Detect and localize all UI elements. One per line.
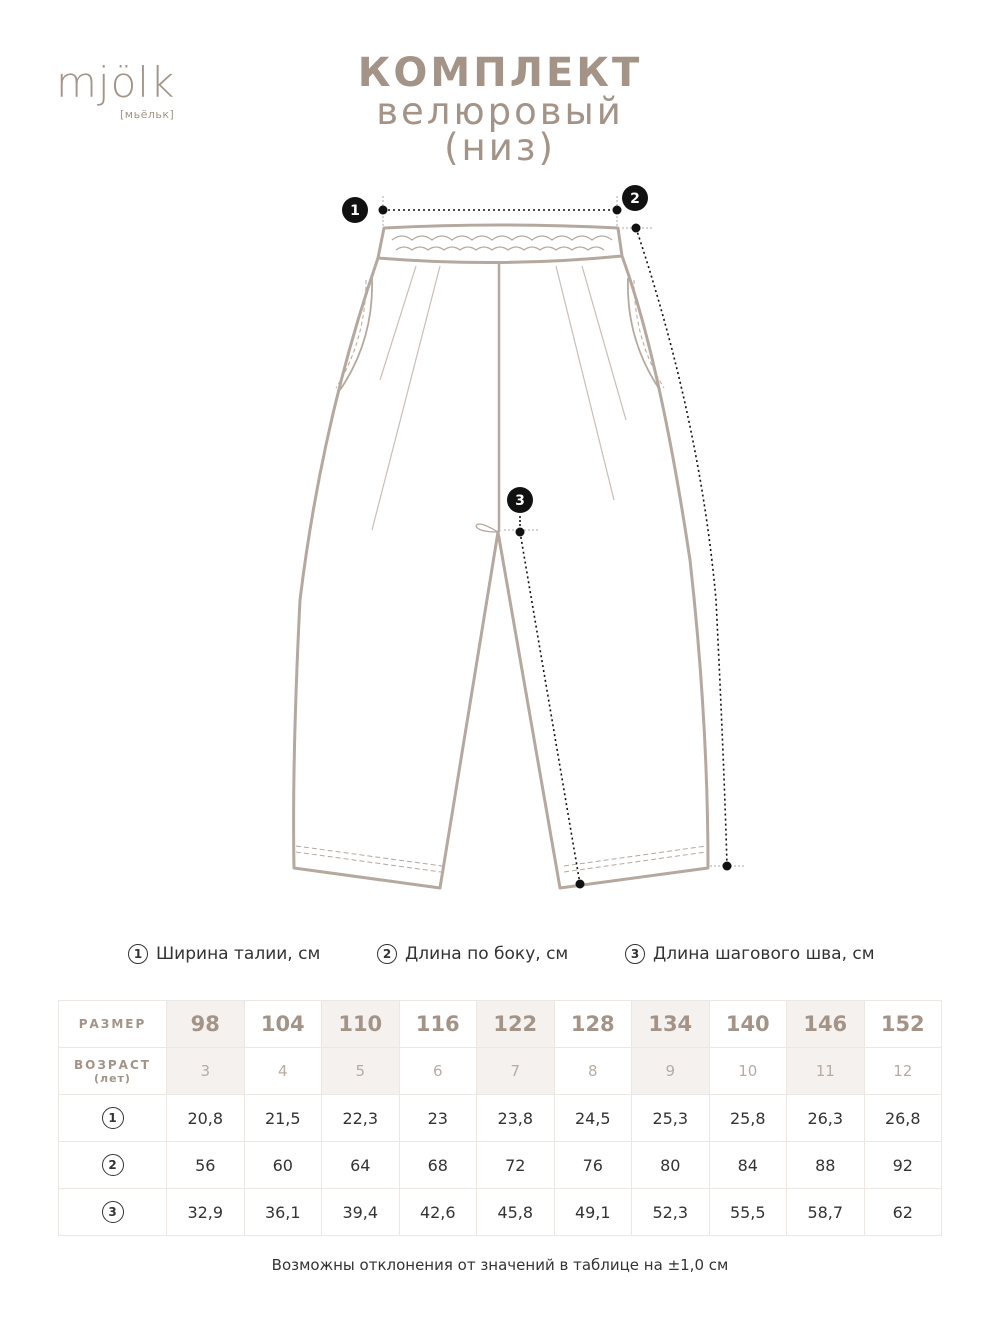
age-header-label: ВОЗРАСТ <box>74 1057 151 1072</box>
table-cell: 68 <box>399 1142 477 1189</box>
size-cell: 104 <box>244 1001 322 1048</box>
table-cell: 42,6 <box>399 1189 477 1236</box>
table-cell: 22,3 <box>322 1095 400 1142</box>
age-cell: 11 <box>787 1048 865 1095</box>
row-marker-3 <box>59 1189 167 1236</box>
table-cell: 24,5 <box>554 1095 632 1142</box>
size-cell: 140 <box>709 1001 787 1048</box>
table-row-inseam <box>59 1189 942 1236</box>
row-number-3: 3 <box>102 1201 124 1223</box>
age-cell: 5 <box>322 1048 400 1095</box>
row-marker-2 <box>59 1142 167 1189</box>
measure-side <box>622 185 744 871</box>
size-cell: 152 <box>864 1001 942 1048</box>
age-cell: 4 <box>244 1048 322 1095</box>
brand-subtitle: [мьёльк] <box>120 108 175 121</box>
age-cell: 6 <box>399 1048 477 1095</box>
legend-number-3: 3 <box>625 944 645 964</box>
marker-1-label: 1 <box>350 203 360 219</box>
size-cell: 134 <box>632 1001 710 1048</box>
table-cell: 26,8 <box>864 1095 942 1142</box>
table-cell: 62 <box>864 1189 942 1236</box>
table-cell: 23,8 <box>477 1095 555 1142</box>
table-cell: 76 <box>554 1142 632 1189</box>
waistband-outline <box>378 225 622 263</box>
brand-name: mjölk <box>56 58 176 107</box>
table-cell: 56 <box>167 1142 245 1189</box>
page-title: КОМПЛЕКТ <box>357 50 643 96</box>
legend-label-2: Длина по боку, см <box>405 944 569 964</box>
measure-inseam <box>504 487 585 889</box>
marker-2-label: 2 <box>630 191 640 207</box>
size-table <box>58 1000 942 1236</box>
table-row-sizes <box>59 1001 942 1048</box>
table-cell: 21,5 <box>244 1095 322 1142</box>
footnote: Возможны отклонения от значений в таблице на ±1,0 см <box>271 1256 729 1274</box>
table-cell: 72 <box>477 1142 555 1189</box>
age-cell: 12 <box>864 1048 942 1095</box>
size-header: РАЗМЕР <box>59 1001 167 1048</box>
page-subtitle: велюровый <box>376 90 624 133</box>
table-cell: 60 <box>244 1142 322 1189</box>
table-cell: 80 <box>632 1142 710 1189</box>
table-cell: 25,8 <box>709 1095 787 1142</box>
table-cell: 52,3 <box>632 1189 710 1236</box>
table-cell: 36,1 <box>244 1189 322 1236</box>
measure-waist <box>342 196 622 228</box>
table-cell: 58,7 <box>787 1189 865 1236</box>
table-cell: 26,3 <box>787 1095 865 1142</box>
legend-number-2: 2 <box>377 944 397 964</box>
row-number-2: 2 <box>102 1154 124 1176</box>
size-cell: 98 <box>167 1001 245 1048</box>
table-cell: 88 <box>787 1142 865 1189</box>
table-cell: 49,1 <box>554 1189 632 1236</box>
row-marker-1 <box>59 1095 167 1142</box>
table-row-side <box>59 1142 942 1189</box>
table-cell: 25,3 <box>632 1095 710 1142</box>
age-header <box>59 1048 167 1095</box>
table-cell: 84 <box>709 1142 787 1189</box>
legend-item-1 <box>128 944 320 964</box>
table-row-ages <box>59 1048 942 1095</box>
table-cell: 92 <box>864 1142 942 1189</box>
age-cell: 3 <box>167 1048 245 1095</box>
age-cell: 10 <box>709 1048 787 1095</box>
table-cell: 39,4 <box>322 1189 400 1236</box>
waistband-gathers <box>392 236 612 250</box>
age-cell: 7 <box>477 1048 555 1095</box>
size-cell: 122 <box>477 1001 555 1048</box>
legend-item-3 <box>625 944 875 964</box>
age-cell: 8 <box>554 1048 632 1095</box>
legend-item-2 <box>377 944 568 964</box>
size-cell: 116 <box>399 1001 477 1048</box>
table-cell: 20,8 <box>167 1095 245 1142</box>
row-number-1: 1 <box>102 1107 124 1129</box>
legend-label-1: Ширина талии, см <box>156 944 321 964</box>
page-subtitle-2: (низ) <box>444 126 556 169</box>
table-cell: 64 <box>322 1142 400 1189</box>
legend-label-3: Длина шагового шва, см <box>653 944 875 964</box>
table-cell: 55,5 <box>709 1189 787 1236</box>
size-cell: 146 <box>787 1001 865 1048</box>
table-row-waist <box>59 1095 942 1142</box>
marker-3-label: 3 <box>515 493 525 509</box>
table-cell: 23 <box>399 1095 477 1142</box>
age-header-unit: (лет) <box>94 1071 131 1085</box>
table-cell: 45,8 <box>477 1189 555 1236</box>
size-cell: 128 <box>554 1001 632 1048</box>
hem-stitches <box>296 846 706 872</box>
age-cell: 9 <box>632 1048 710 1095</box>
table-cell: 32,9 <box>167 1189 245 1236</box>
size-cell: 110 <box>322 1001 400 1048</box>
legend-number-1: 1 <box>128 944 148 964</box>
